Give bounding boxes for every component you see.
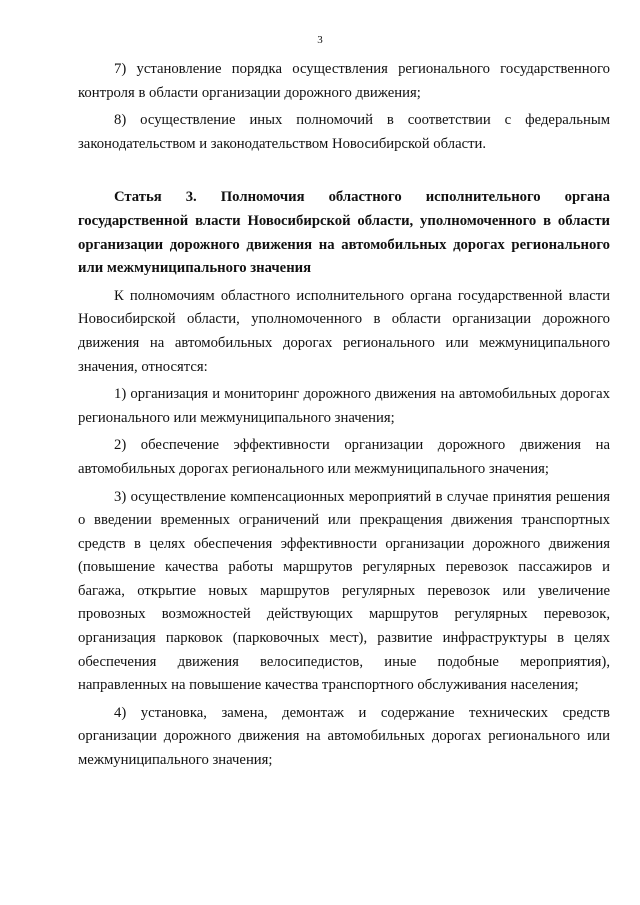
document-body — [78, 58, 610, 773]
article-item-4: 4) установка, замена, демонтаж и содержание технических средств организации дорожного движения на автомобильных дорогах регионального или межмуниципального значения; — [78, 704, 610, 769]
article-heading: Статья 3. Полномочия областного исполнительного органа государственной власти Новосибирской области, уполномоченного в области организации дорожного движения на автомобильных дорогах регионального или межмуниципального значения — [78, 189, 610, 277]
paragraph-item-8: 8) осуществление иных полномочий в соответствии с федеральным законодательством и законодательством Новосибирской области. — [78, 112, 610, 152]
paragraph-item-7: 7) установление порядка осуществления регионального государственного контроля в области организации дорожного движения; — [78, 61, 610, 101]
article-item-3: 3) осуществление компенсационных мероприятий в случае принятия решения о введении временных ограничений или прекращения движения транспортных средств в целях обеспечения эффективности организации дорожного движения (повышение качества работы маршрутов регулярных перевозок пассажиров и багажа, открытие новых маршрутов регулярных перевозок или увеличение провозных возможностей действующих маршрутов регулярных перевозок, организация парковок (парковочных мест), развитие инфраструктуры в целях обеспечения движения велосипедистов, иные подобные мероприятия), направленных на повышение качества транспортного обслуживания населения; — [78, 488, 610, 694]
article-item-1: 1) организация и мониторинг дорожного движения на автомобильных дорогах регионального или межмуниципального значения; — [78, 386, 610, 426]
article-intro: К полномочиям областного исполнительного органа государственной власти Новосибирской области, уполномоченного в области организации дорожного движения на автомобильных дорогах регионального или межмуниципального значения, относятся: — [78, 287, 610, 375]
article-item-2: 2) обеспечение эффективности организации дорожного движения на автомобильных дорогах регионального или межмуниципального значения; — [78, 437, 610, 477]
page-number: 3 — [317, 34, 323, 46]
